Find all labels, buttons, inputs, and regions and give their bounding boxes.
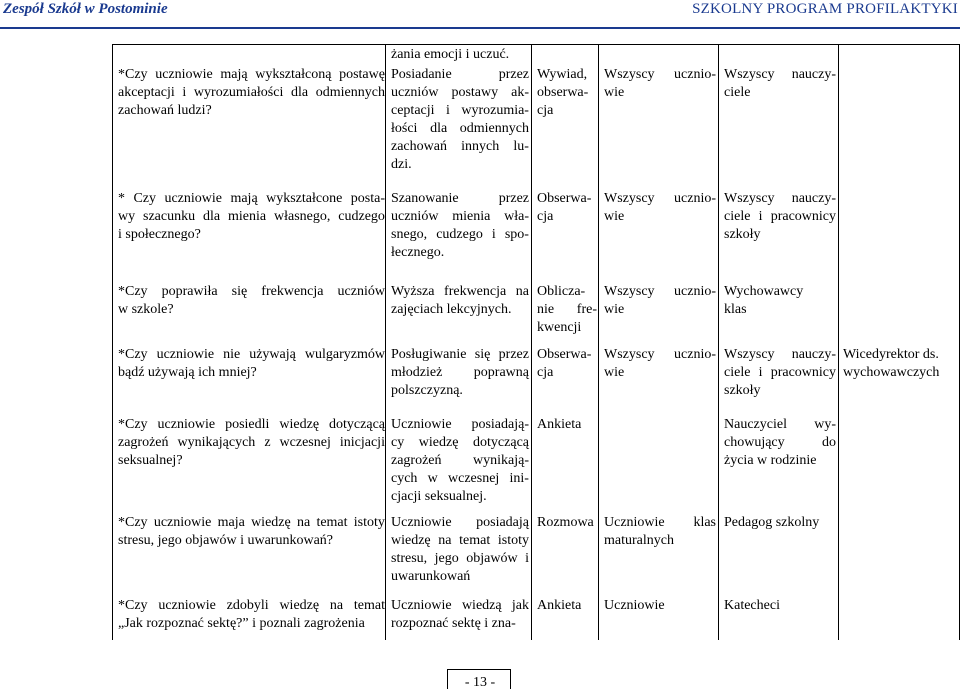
cell-line: seksualnej? xyxy=(118,453,183,468)
participants-cell xyxy=(604,190,716,226)
cell-line: *Czy uczniowie mają wykształconą postawę xyxy=(118,67,385,82)
cell-line: rozpoznać sektę i zna- xyxy=(391,616,516,631)
cell-line: akceptacji i wyrozumiałości dla odmiennych xyxy=(118,85,385,100)
cell-line: Oblicza- xyxy=(537,284,586,299)
cell-line: zachowań innych lu- xyxy=(391,139,529,154)
cell-line: wie xyxy=(604,85,625,100)
cell-line: *Czy poprawiła się frekwencja uczniów xyxy=(118,284,385,299)
cell-line: Uczniowie xyxy=(604,598,665,613)
cell-line: uczniów postawy ak- xyxy=(391,85,529,100)
cell-line: Wszyscy nauczy- xyxy=(724,191,836,206)
cell-line: Uczniowie posiadają xyxy=(391,515,529,530)
cell-line: uwarunkowań xyxy=(391,569,471,584)
cell-line: ceptacji i wyrozumia- xyxy=(391,103,529,118)
cell-line: polszczyzną. xyxy=(391,383,463,398)
cell-line: życia w rodzinie xyxy=(724,453,817,468)
cell-line: Uczniowie posiadają- xyxy=(391,417,529,432)
cell-line: Szanowanie przez xyxy=(391,191,529,206)
cell-line: ciele xyxy=(724,85,751,100)
cell-line: snego, cudzego i spo- xyxy=(391,227,529,242)
criterion-cell xyxy=(391,416,529,506)
program-title: SZKOLNY PROGRAM PROFILAKTYKI xyxy=(692,1,958,17)
cell-line: zagrożeń wynikających z wczesnej inicjacji xyxy=(118,435,385,450)
responsible-cell xyxy=(843,346,958,382)
evaluation-table xyxy=(112,44,960,640)
evaluator-cell xyxy=(724,346,836,400)
cell-line: Wszyscy nauczy- xyxy=(724,67,836,82)
evaluator-cell xyxy=(724,514,836,532)
top-fragment-text: żania emocji i uczuć. xyxy=(391,47,510,62)
cell-line: nie fre- xyxy=(537,302,597,317)
participants-cell xyxy=(604,66,716,102)
evaluator-cell xyxy=(724,416,836,470)
cell-line: Wywiad, xyxy=(537,67,588,82)
cell-line: młodzież poprawną xyxy=(391,365,529,380)
cell-line: cja xyxy=(537,365,554,380)
cell-line: Wszyscy ucznio- xyxy=(604,191,716,206)
cell-line: wie xyxy=(604,365,625,380)
cell-line: dzi. xyxy=(391,157,412,172)
cell-line: łecznego. xyxy=(391,245,445,260)
page-header xyxy=(0,0,960,28)
school-name: Zespół Szkół w Postominie xyxy=(3,1,168,17)
method-cell xyxy=(537,514,597,532)
page-number-box xyxy=(447,669,511,689)
evaluator-cell xyxy=(724,597,836,615)
question-cell xyxy=(118,514,385,550)
cell-line: cja xyxy=(537,103,554,118)
cell-line: cy wiedzę dotyczącą xyxy=(391,435,529,450)
cell-line: zajęciach lekcyjnych. xyxy=(391,302,512,317)
column-border xyxy=(531,44,532,640)
cell-line: Obserwa- xyxy=(537,347,592,362)
column-border xyxy=(385,44,386,640)
cell-line: chowujący do xyxy=(724,435,836,450)
cell-line: uczniów mienia wła- xyxy=(391,209,529,224)
method-cell xyxy=(537,283,597,337)
cell-line: szkoły xyxy=(724,227,761,242)
criterion-cell xyxy=(391,514,529,586)
cell-line: cych w wczesnej ini- xyxy=(391,471,529,486)
question-cell xyxy=(118,283,385,319)
column-border xyxy=(838,44,839,640)
method-cell xyxy=(537,416,597,434)
cell-line: Ankieta xyxy=(537,417,582,432)
cell-line: ciele i pracownicy xyxy=(724,209,836,224)
cell-line: Katecheci xyxy=(724,598,780,613)
cell-line: wychowawczych xyxy=(843,365,940,380)
cell-line: łości dla odmiennych xyxy=(391,121,529,136)
cell-line: bądź używają ich mniej? xyxy=(118,365,257,380)
cell-line: cja xyxy=(537,209,554,224)
cell-line: Wszyscy ucznio- xyxy=(604,67,716,82)
cell-line: wie xyxy=(604,209,625,224)
column-border xyxy=(718,44,719,640)
cell-line: zagrożeń wynikają- xyxy=(391,453,529,468)
question-cell xyxy=(118,597,385,633)
cell-line: cjacji seksualnej. xyxy=(391,489,487,504)
cell-line: Uczniowie wiedzą jak xyxy=(391,598,529,613)
cell-line: Wychowawcy xyxy=(724,284,804,299)
evaluator-cell xyxy=(724,66,836,102)
evaluator-cell xyxy=(724,190,836,244)
cell-line: ciele i pracownicy xyxy=(724,365,836,380)
header-rule xyxy=(0,27,960,29)
cell-line: stresu, jego objawów i uwarunkowań? xyxy=(118,533,334,548)
question-cell xyxy=(118,66,385,120)
evaluator-cell xyxy=(724,283,836,319)
cell-line: zachowań ludzi? xyxy=(118,103,212,118)
cell-line: *Czy uczniowie zdobyli wiedzę na temat xyxy=(118,598,385,613)
method-cell xyxy=(537,66,597,120)
method-cell xyxy=(537,190,597,226)
cell-line: w szkole? xyxy=(118,302,174,317)
participants-cell xyxy=(604,283,716,319)
cell-line: Wicedyrektor ds. xyxy=(843,347,939,362)
cell-line: * Czy uczniowie mają wykształcone posta- xyxy=(118,191,385,206)
cell-line: Uczniowie klas xyxy=(604,515,716,530)
cell-line: Pedagog szkolny xyxy=(724,515,820,530)
question-cell xyxy=(118,416,385,470)
cell-line: Posiadanie przez xyxy=(391,67,529,82)
criterion-cell xyxy=(391,346,529,400)
cell-line: Wszyscy ucznio- xyxy=(604,284,716,299)
cell-line: maturalnych xyxy=(604,533,674,548)
method-cell xyxy=(537,597,597,615)
criterion-cell xyxy=(391,597,529,633)
method-cell xyxy=(537,346,597,382)
cell-line: *Czy uczniowie nie używają wulgaryzmów xyxy=(118,347,385,362)
participants-cell xyxy=(604,346,716,382)
column-border xyxy=(598,44,599,640)
cell-line: „Jak rozpoznać sektę?” i poznali zagrożenia xyxy=(118,616,365,631)
cell-line: *Czy uczniowie maja wiedzę na temat istoty xyxy=(118,515,385,530)
column-border xyxy=(112,44,113,640)
cell-line: Nauczyciel wy- xyxy=(724,417,836,432)
participants-cell xyxy=(604,514,716,550)
cell-line: Obserwa- xyxy=(537,191,592,206)
cell-line: wie xyxy=(604,302,625,317)
criterion-cell xyxy=(391,283,529,319)
cell-line: Rozmowa xyxy=(537,515,594,530)
question-cell xyxy=(118,346,385,382)
participants-cell xyxy=(604,597,716,615)
cell-line: *Czy uczniowie posiedli wiedzę dotyczącą xyxy=(118,417,385,432)
criterion-cell xyxy=(391,66,529,174)
cell-line: obserwa- xyxy=(537,85,589,100)
cell-line: wiedzę na temat istoty xyxy=(391,533,529,548)
cell-line: Posługiwanie się przez xyxy=(391,347,529,362)
question-cell xyxy=(118,190,385,244)
cell-line: wy szacunku dla mienia własnego, cudzego xyxy=(118,209,385,224)
cell-line: i społecznego? xyxy=(118,227,201,242)
cell-line: szkoły xyxy=(724,383,761,398)
cell-line: Ankieta xyxy=(537,598,582,613)
cell-line: stresu, jego objawów i xyxy=(391,551,529,566)
cell-line: kwencji xyxy=(537,320,582,335)
page-number: - 13 - xyxy=(464,675,496,690)
criterion-cell xyxy=(391,190,529,262)
cell-line: Wyższa frekwencja na xyxy=(391,284,529,299)
table-top-border xyxy=(112,44,960,45)
cell-line: Wszyscy nauczy- xyxy=(724,347,836,362)
cell-line: klas xyxy=(724,302,747,317)
cell-line: Wszyscy ucznio- xyxy=(604,347,716,362)
